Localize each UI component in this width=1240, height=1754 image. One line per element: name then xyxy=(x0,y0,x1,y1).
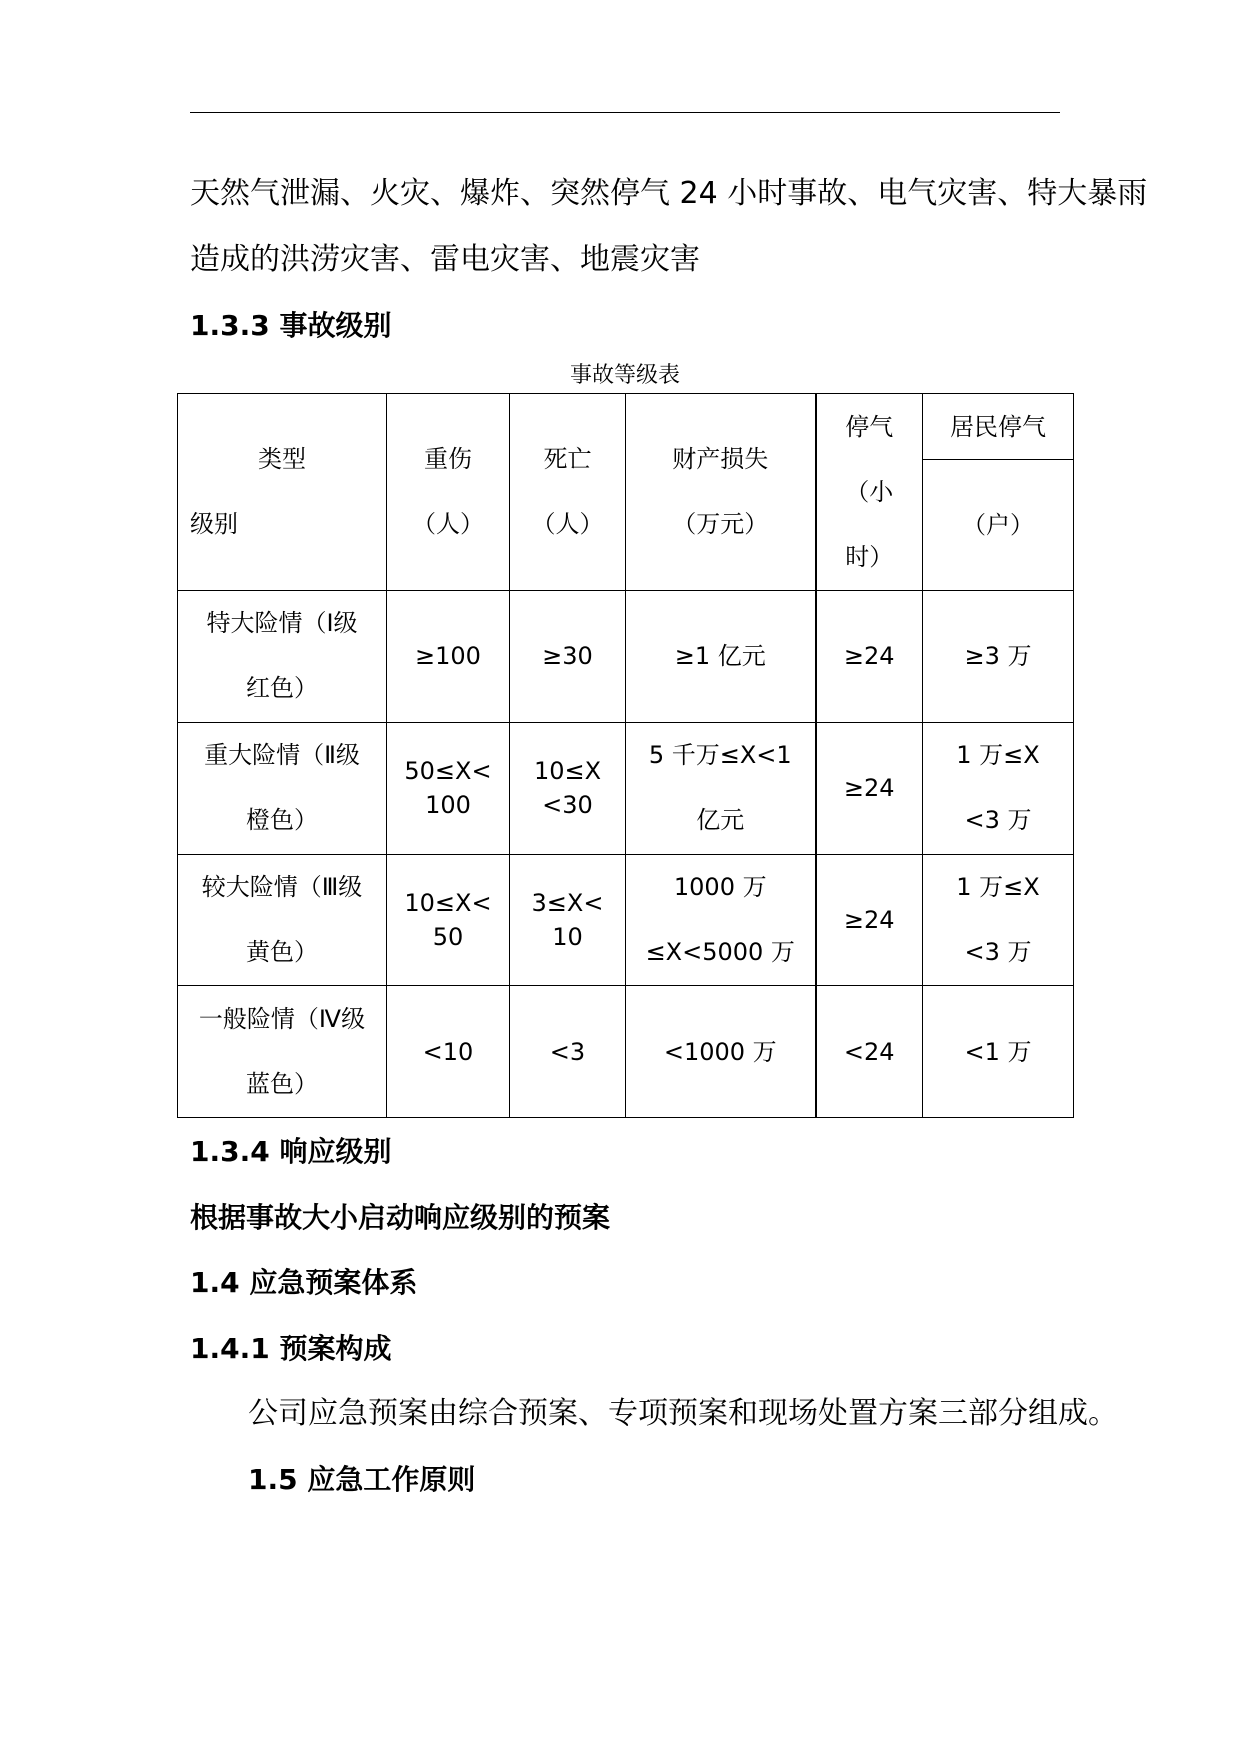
row-level: 一般险情（Ⅳ级 蓝色） xyxy=(178,986,387,1118)
row-death: 10≤X <30 xyxy=(510,722,626,854)
intro-line-2: 造成的洪涝灾害、雷电灾害、地震灾害 xyxy=(190,242,700,277)
heading-1-4: 1.4 应急预案体系 xyxy=(190,1266,418,1299)
row-loss: <1000 万 xyxy=(626,986,816,1118)
table-caption: 事故等级表 xyxy=(569,363,680,388)
header-level: 级别 xyxy=(190,510,238,539)
intro-line-1: 天然气泄漏、火灾、爆炸、突然停气 24 小时事故、电气灾害、特大暴雨 xyxy=(190,176,1148,211)
table-row xyxy=(178,722,1074,854)
header-injury: 重伤 （人） xyxy=(387,394,510,591)
row-injury: <10 xyxy=(387,986,510,1118)
header-death: 死亡 （人） xyxy=(510,394,626,591)
row-households: 1 万≤X <3 万 xyxy=(923,722,1074,854)
accident-grade-table xyxy=(177,393,1074,1118)
row-outage: ≥24 xyxy=(816,854,923,986)
header-outage: 停气 （小 时） xyxy=(816,394,923,591)
row-level: 较大险情（Ⅲ级 黄色） xyxy=(178,854,387,986)
header-households-unit: （户） xyxy=(923,460,1074,591)
row-injury: ≥100 xyxy=(387,591,510,723)
row-outage: ≥24 xyxy=(816,591,923,723)
heading-1-5: 1.5 应急工作原则 xyxy=(248,1463,476,1496)
table-header-row xyxy=(178,394,1074,460)
header-rule xyxy=(190,112,1060,113)
row-death: ≥30 xyxy=(510,591,626,723)
row-loss: ≥1 亿元 xyxy=(626,591,816,723)
table-row xyxy=(178,591,1074,723)
row-level: 重大险情（Ⅱ级 橙色） xyxy=(178,722,387,854)
row-households: 1 万≤X <3 万 xyxy=(923,854,1074,986)
heading-1-3-4: 1.3.4 响应级别 xyxy=(190,1135,392,1168)
row-households: ≥3 万 xyxy=(923,591,1074,723)
row-loss: 1000 万 ≤X<5000 万 xyxy=(626,854,816,986)
row-loss: 5 千万≤X<1 亿元 xyxy=(626,722,816,854)
row-outage: ≥24 xyxy=(816,722,923,854)
header-type-level xyxy=(178,394,387,591)
row-injury: 10≤X< 50 xyxy=(387,854,510,986)
row-injury: 50≤X< 100 xyxy=(387,722,510,854)
row-death: <3 xyxy=(510,986,626,1118)
header-loss: 财产损失 （万元） xyxy=(626,394,816,591)
header-type: 类型 xyxy=(258,445,306,474)
plan-composition-text: 公司应急预案由综合预案、专项预案和现场处置方案三部分组成。 xyxy=(248,1396,1118,1431)
heading-1-4-1: 1.4.1 预案构成 xyxy=(190,1332,392,1365)
row-outage: <24 xyxy=(816,986,923,1118)
heading-1-3-3: 1.3.3 事故级别 xyxy=(190,309,392,342)
header-households: 居民停气 xyxy=(923,394,1074,460)
row-death: 3≤X< 10 xyxy=(510,854,626,986)
row-level: 特大险情（Ⅰ级 红色） xyxy=(178,591,387,723)
table-row xyxy=(178,986,1074,1118)
response-level-text: 根据事故大小启动响应级别的预案 xyxy=(190,1201,611,1234)
row-households: <1 万 xyxy=(923,986,1074,1118)
table-row xyxy=(178,854,1074,986)
